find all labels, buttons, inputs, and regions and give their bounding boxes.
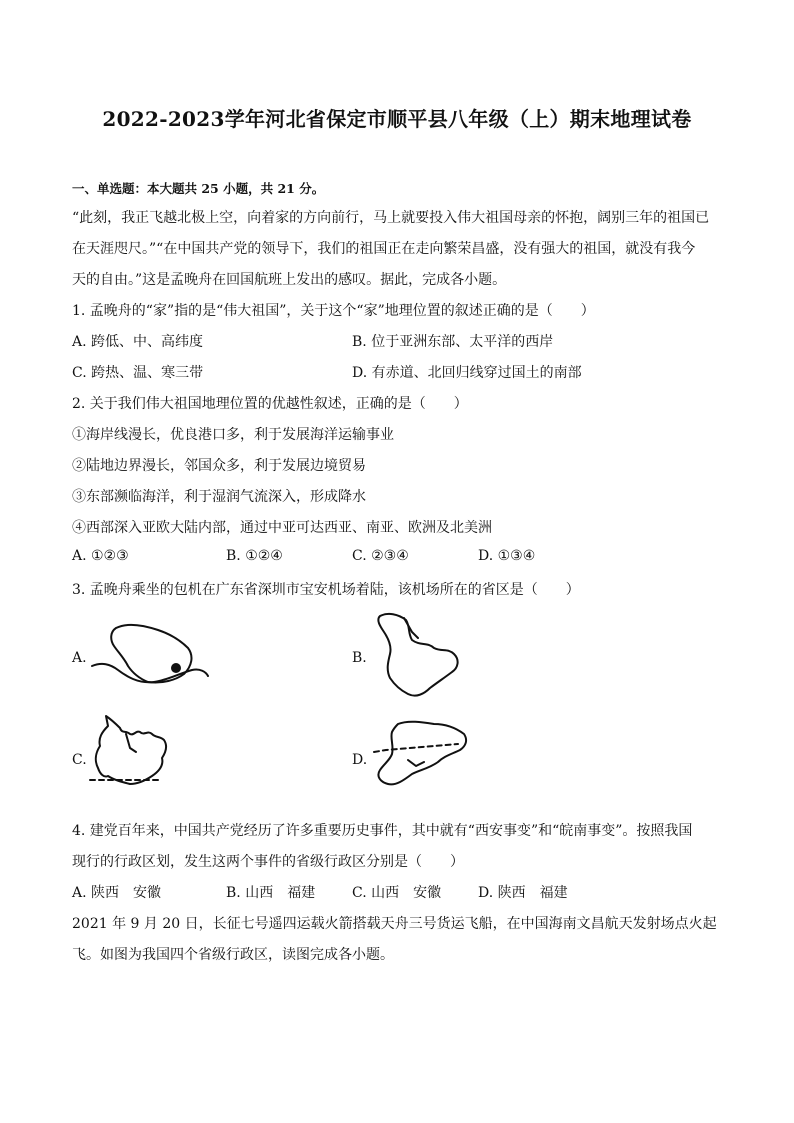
q2-statement: ①海岸线漫长，优良港口多，利于发展海洋运输事业	[72, 427, 394, 443]
map-label-a: A.	[72, 650, 87, 666]
province-outline-d	[378, 722, 466, 785]
q2-option-d: D. ①③④	[478, 548, 536, 564]
q2-stem: 2. 关于我们伟大祖国地理位置的优越性叙述，正确的是（ ）	[72, 396, 468, 412]
province-outline-a	[88, 618, 218, 693]
q2-option-c: C. ②③④	[352, 548, 409, 564]
q4-option-d: D. 陕西 福建	[478, 885, 568, 901]
q4-stem: 现行的行政区划，发生这两个事件的省级行政区分别是（ ）	[72, 854, 464, 870]
passage2-line: 2021 年 9 月 20 日，长征七号遥四运载火箭搭载天舟三号货运飞船，在中国海南文昌航天发射场点火起	[72, 916, 717, 932]
q4-option-a: A. 陕西 安徽	[72, 885, 162, 901]
q4-stem: 4. 建党百年来，中国共产党经历了许多重要历史事件，其中就有“西安事变”和“皖南事变”。按照我国	[72, 823, 693, 839]
q1-option-c: C. 跨热、温、寒三带	[72, 365, 204, 381]
passage1-line: 在天涯咫尺。”“在中国共产党的领导下，我们的祖国正在走向繁荣昌盛，没有强大的祖国，就没有我今	[72, 241, 696, 257]
map-label-b: B.	[352, 650, 367, 666]
map-label-c: C.	[72, 752, 87, 768]
q1-option-b: B. 位于亚洲东部、太平洋的西岸	[352, 334, 554, 350]
q4-option-b: B. 山西 福建	[226, 885, 316, 901]
q3-stem: 3. 孟晚舟乘坐的包机在广东省深圳市宝安机场着陆，该机场所在的省区是（ ）	[72, 582, 580, 598]
passage2-line: 飞。如图为我国四个省级行政区，读图完成各小题。	[72, 947, 394, 963]
passage1-line: 天的自由。”这是孟晚舟在回国航班上发出的感叹。据此，完成各小题。	[72, 272, 507, 288]
q1-option-a: A. 跨低、中、高纬度	[72, 334, 204, 350]
q2-statement: ④西部深入亚欧大陆内部，通过中亚可达西亚、南亚、欧洲及北美洲	[72, 520, 492, 536]
province-inner-line-c	[126, 734, 136, 752]
q2-statement: ③东部濒临海洋，利于湿润气流深入，形成降水	[72, 489, 366, 505]
q2-option-a: A. ①②③	[72, 548, 129, 564]
province-outline-b	[378, 614, 457, 696]
q1-option-d: D. 有赤道、北回归线穿过国土的南部	[352, 365, 582, 381]
tropic-line-d	[374, 744, 458, 752]
q4-option-c: C. 山西 安徽	[352, 885, 442, 901]
q2-statement: ②陆地边界漫长，邻国众多，利于发展边境贸易	[72, 458, 366, 474]
province-outline-c	[96, 716, 166, 784]
province-inner-line-d	[408, 760, 424, 766]
page-title: 2022-2023学年河北省保定市顺平县八年级（上）期末地理试卷	[102, 107, 692, 131]
passage1-line: “此刻，我正飞越北极上空，向着家的方向前行，马上就要投入伟大祖国母亲的怀抱，阔别三年的祖国已	[72, 210, 710, 226]
q1-stem: 1. 孟晚舟的“家”指的是“伟大祖国”，关于这个“家”地理位置的叙述正确的是（ ）	[72, 303, 595, 319]
section-header: 一、单选题：本大题共 25 小题，共 21 分。	[72, 181, 325, 196]
map-label-d: D.	[352, 752, 368, 768]
q2-option-b: B. ①②④	[226, 548, 283, 564]
